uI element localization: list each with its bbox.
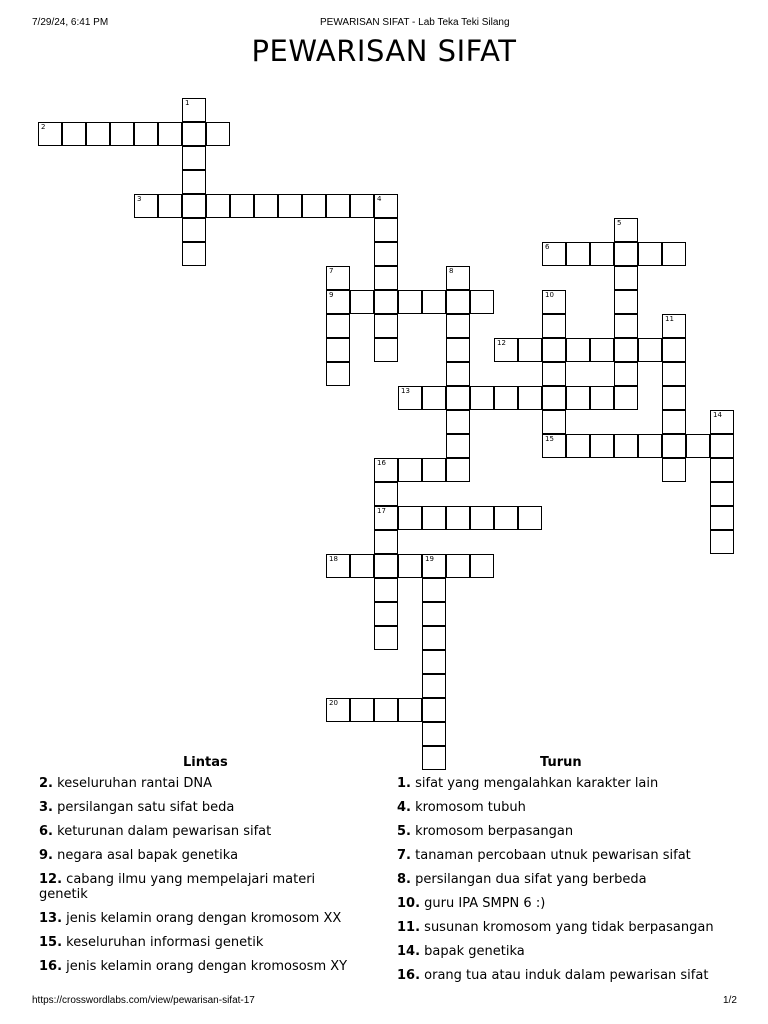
crossword-cell[interactable] [278, 194, 302, 218]
crossword-cell[interactable] [590, 386, 614, 410]
crossword-cell[interactable] [158, 122, 182, 146]
crossword-cell[interactable] [614, 314, 638, 338]
crossword-cell[interactable] [326, 362, 350, 386]
crossword-cell[interactable] [326, 290, 350, 314]
print-doc-title: PEWARISAN SIFAT - Lab Teka Teki Silang [320, 17, 510, 28]
clue-down-7: 7. tanaman percobaan utnuk pewarisan sifat [397, 848, 691, 863]
clue-across-15: 15. keseluruhan informasi genetik [39, 935, 264, 950]
crossword-cell[interactable] [662, 386, 686, 410]
crossword-cell[interactable] [542, 434, 566, 458]
crossword-cell[interactable] [518, 338, 542, 362]
crossword-cell[interactable] [614, 218, 638, 242]
crossword-cell[interactable] [542, 290, 566, 314]
crossword-cell[interactable] [398, 554, 422, 578]
crossword-cell[interactable] [182, 122, 206, 146]
crossword-cell[interactable] [374, 482, 398, 506]
crossword-cell[interactable] [206, 194, 230, 218]
crossword-cell[interactable] [374, 554, 398, 578]
crossword-cell[interactable] [710, 458, 734, 482]
crossword-cell[interactable] [374, 218, 398, 242]
crossword-cell[interactable] [326, 194, 350, 218]
crossword-clue-number: 19 [425, 555, 434, 563]
crossword-clue-number: 13 [401, 387, 410, 395]
crossword-clue-number: 4 [377, 195, 382, 203]
crossword-cell[interactable] [374, 266, 398, 290]
crossword-cell[interactable] [494, 338, 518, 362]
crossword-cell[interactable] [662, 458, 686, 482]
crossword-cell[interactable] [446, 314, 470, 338]
crossword-cell[interactable] [374, 458, 398, 482]
crossword-cell[interactable] [446, 266, 470, 290]
crossword-cell[interactable] [446, 338, 470, 362]
crossword-clue-number: 14 [713, 411, 722, 419]
crossword-cell[interactable] [374, 530, 398, 554]
crossword-cell[interactable] [614, 434, 638, 458]
crossword-cell[interactable] [662, 242, 686, 266]
crossword-cell[interactable] [422, 386, 446, 410]
crossword-cell[interactable] [326, 266, 350, 290]
crossword-cell[interactable] [566, 242, 590, 266]
crossword-cell[interactable] [518, 386, 542, 410]
crossword-cell[interactable] [518, 506, 542, 530]
crossword-cell[interactable] [662, 314, 686, 338]
crossword-cell[interactable] [422, 626, 446, 650]
crossword-cell[interactable] [374, 314, 398, 338]
crossword-cell[interactable] [446, 554, 470, 578]
crossword-cell[interactable] [374, 506, 398, 530]
clue-down-11: 11. susunan kromosom yang tidak berpasangan [397, 920, 714, 935]
crossword-cell[interactable] [374, 242, 398, 266]
down-heading: Turun [540, 755, 582, 770]
crossword-cell[interactable] [422, 458, 446, 482]
crossword-cell[interactable] [662, 362, 686, 386]
crossword-cell[interactable] [326, 314, 350, 338]
clue-across-3: 3. persilangan satu sifat beda [39, 800, 235, 815]
crossword-cell[interactable] [350, 554, 374, 578]
crossword-cell[interactable] [446, 386, 470, 410]
crossword-cell[interactable] [446, 410, 470, 434]
crossword-cell[interactable] [614, 242, 638, 266]
crossword-cell[interactable] [182, 194, 206, 218]
crossword-clue-number: 17 [377, 507, 386, 515]
crossword-cell[interactable] [422, 674, 446, 698]
crossword-clue-number: 15 [545, 435, 554, 443]
crossword-clue-number: 6 [545, 243, 550, 251]
crossword-cell[interactable] [182, 146, 206, 170]
crossword-cell[interactable] [590, 242, 614, 266]
clue-across-9: 9. negara asal bapak genetika [39, 848, 239, 863]
print-page-number: 1/2 [723, 995, 737, 1006]
crossword-cell[interactable] [422, 506, 446, 530]
crossword-cell[interactable] [182, 170, 206, 194]
crossword-cell[interactable] [566, 434, 590, 458]
crossword-cell[interactable] [62, 122, 86, 146]
crossword-clue-number: 1 [185, 99, 190, 107]
crossword-cell[interactable] [374, 698, 398, 722]
crossword-cell[interactable] [422, 554, 446, 578]
crossword-cell[interactable] [422, 746, 446, 770]
clue-down-4: 4. kromosom tubuh [397, 800, 526, 815]
crossword-cell[interactable] [470, 386, 494, 410]
clue-across-6: 6. keturunan dalam pewarisan sifat [39, 824, 272, 839]
crossword-cell[interactable] [422, 578, 446, 602]
clue-down-1: 1. sifat yang mengalahkan karakter lain [397, 776, 659, 791]
crossword-cell[interactable] [614, 362, 638, 386]
crossword-cell[interactable] [614, 338, 638, 362]
crossword-cell[interactable] [662, 410, 686, 434]
crossword-cell[interactable] [638, 242, 662, 266]
crossword-cell[interactable] [446, 362, 470, 386]
clue-down-10: 10. guru IPA SMPN 6 :) [397, 896, 546, 911]
crossword-cell[interactable] [374, 194, 398, 218]
crossword-cell[interactable] [422, 290, 446, 314]
print-datetime: 7/29/24, 6:41 PM [32, 17, 109, 28]
crossword-cell[interactable] [230, 194, 254, 218]
crossword-cell[interactable] [206, 122, 230, 146]
clue-across-2: 2. keseluruhan rantai DNA [39, 776, 212, 791]
crossword-cell[interactable] [470, 290, 494, 314]
crossword-cell[interactable] [326, 338, 350, 362]
crossword-cell[interactable] [590, 338, 614, 362]
crossword-clue-number: 2 [41, 123, 46, 131]
crossword-cell[interactable] [638, 434, 662, 458]
crossword-cell[interactable] [134, 122, 158, 146]
crossword-cell[interactable] [542, 242, 566, 266]
crossword-clue-number: 8 [449, 267, 454, 275]
crossword-cell[interactable] [254, 194, 278, 218]
crossword-cell[interactable] [470, 554, 494, 578]
crossword-cell[interactable] [374, 602, 398, 626]
crossword-cell[interactable] [614, 386, 638, 410]
crossword-cell[interactable] [398, 506, 422, 530]
crossword-cell[interactable] [470, 506, 494, 530]
crossword-cell[interactable] [614, 290, 638, 314]
crossword-cell[interactable] [398, 698, 422, 722]
crossword-cell[interactable] [398, 458, 422, 482]
crossword-cell[interactable] [374, 338, 398, 362]
clue-down-8: 8. persilangan dua sifat yang berbeda [397, 872, 647, 887]
print-url: https://crosswordlabs.com/view/pewarisan-sifat-17 [32, 995, 255, 1006]
crossword-cell[interactable] [422, 722, 446, 746]
crossword-cell[interactable] [590, 434, 614, 458]
crossword-clue-number: 16 [377, 459, 386, 467]
crossword-clue-number: 11 [665, 315, 674, 323]
crossword-clue-number: 5 [617, 219, 622, 227]
crossword-cell[interactable] [38, 122, 62, 146]
crossword-cell[interactable] [350, 290, 374, 314]
page-title: PEWARISAN SIFAT [251, 34, 517, 68]
crossword-cell[interactable] [302, 194, 326, 218]
crossword-clue-number: 7 [329, 267, 334, 275]
crossword-cell[interactable] [182, 98, 206, 122]
crossword-cell[interactable] [398, 386, 422, 410]
crossword-cell[interactable] [710, 530, 734, 554]
crossword-cell[interactable] [326, 554, 350, 578]
down-clue-list [397, 776, 747, 992]
crossword-cell[interactable] [350, 698, 374, 722]
crossword-cell[interactable] [158, 194, 182, 218]
crossword-cell[interactable] [422, 650, 446, 674]
crossword-cell[interactable] [374, 626, 398, 650]
crossword-cell[interactable] [542, 314, 566, 338]
crossword-clue-number: 12 [497, 339, 506, 347]
crossword-cell[interactable] [86, 122, 110, 146]
clue-across-16: 16. jenis kelamin orang dengan kromososm XY [39, 959, 348, 974]
crossword-cell[interactable] [710, 482, 734, 506]
across-heading: Lintas [183, 755, 228, 770]
crossword-cell[interactable] [422, 602, 446, 626]
clue-across-12: 12. cabang ilmu yang mempelajari materi genetik [39, 872, 316, 902]
clue-down-16: 16. orang tua atau induk dalam pewarisan sifat [397, 968, 709, 983]
crossword-cell[interactable] [710, 410, 734, 434]
crossword-cell[interactable] [134, 194, 158, 218]
crossword-cell[interactable] [326, 698, 350, 722]
crossword-cell[interactable] [542, 410, 566, 434]
crossword-cell[interactable] [710, 506, 734, 530]
crossword-cell[interactable] [446, 458, 470, 482]
crossword-cell[interactable] [446, 506, 470, 530]
clue-across-13: 13. jenis kelamin orang dengan kromosom XX [39, 911, 342, 926]
crossword-cell[interactable] [542, 386, 566, 410]
crossword-cell[interactable] [542, 338, 566, 362]
across-clue-list [39, 776, 359, 983]
crossword-cell[interactable] [494, 506, 518, 530]
crossword-cell[interactable] [566, 338, 590, 362]
crossword-cell[interactable] [710, 434, 734, 458]
crossword-cell[interactable] [662, 338, 686, 362]
crossword-cell[interactable] [110, 122, 134, 146]
crossword-cell[interactable] [398, 290, 422, 314]
crossword-cell[interactable] [542, 362, 566, 386]
crossword-cell[interactable] [350, 194, 374, 218]
crossword-clue-number: 20 [329, 699, 338, 707]
crossword-cell[interactable] [614, 266, 638, 290]
crossword-cell[interactable] [638, 338, 662, 362]
crossword-cell[interactable] [446, 434, 470, 458]
clue-down-5: 5. kromosom berpasangan [397, 824, 574, 839]
crossword-cell[interactable] [374, 578, 398, 602]
clue-down-14: 14. bapak genetika [397, 944, 525, 959]
crossword-cell[interactable] [446, 290, 470, 314]
crossword-cell[interactable] [662, 434, 686, 458]
crossword-cell[interactable] [374, 290, 398, 314]
crossword-cell[interactable] [494, 386, 518, 410]
crossword-cell[interactable] [182, 242, 206, 266]
crossword-clue-number: 9 [329, 291, 334, 299]
crossword-cell[interactable] [422, 698, 446, 722]
crossword-clue-number: 3 [137, 195, 142, 203]
crossword-cell[interactable] [566, 386, 590, 410]
crossword-clue-number: 10 [545, 291, 554, 299]
crossword-cell[interactable] [686, 434, 710, 458]
crossword-clue-number: 18 [329, 555, 338, 563]
crossword-cell[interactable] [182, 218, 206, 242]
